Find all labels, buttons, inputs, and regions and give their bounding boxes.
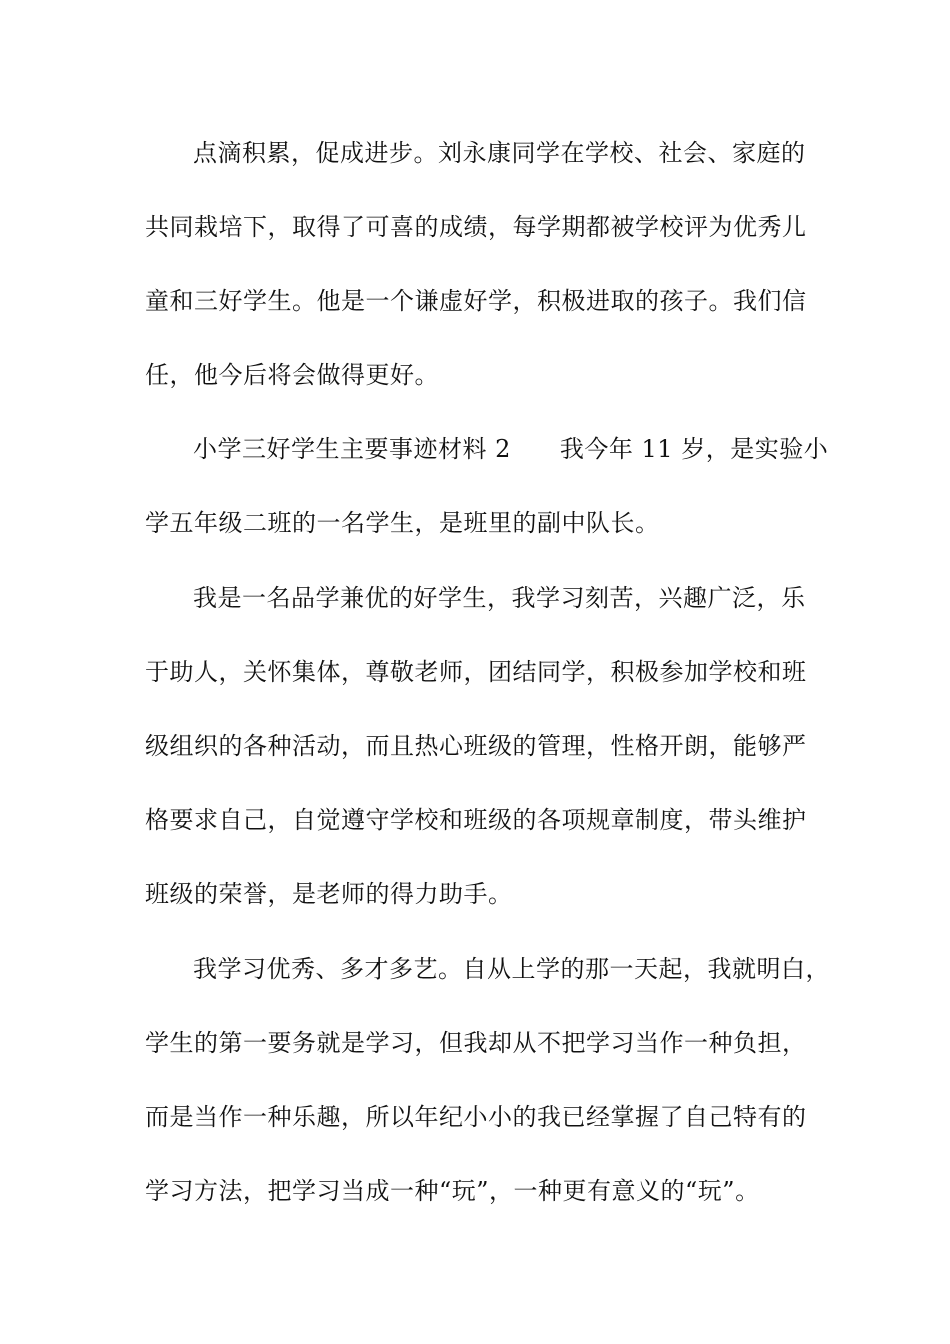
text-line: 我是一名品学兼优的好学生，我学习刻苦，兴趣广泛，乐 bbox=[193, 584, 806, 612]
text-line: 而是当作一种乐趣，所以年纪小小的我已经掌握了自己特有的 bbox=[145, 1103, 807, 1131]
text-line: 点滴积累，促成进步。刘永康同学在学校、社会、家庭的 bbox=[193, 139, 806, 167]
text-line: 学习方法，把学习当成一种“玩”，一种更有意义的“玩”。 bbox=[145, 1177, 760, 1205]
text-line: 于助人，关怀集体，尊敬老师，团结同学，积极参加学校和班 bbox=[145, 658, 807, 686]
text-line: 级组织的各种活动，而且热心班级的管理，性格开朗，能够严 bbox=[145, 732, 807, 760]
text-line: 任，他今后将会做得更好。 bbox=[145, 361, 439, 389]
text-line: 我学习优秀、多才多艺。自从上学的那一天起，我就明白， bbox=[193, 955, 830, 983]
text-line: 格要求自己，自觉遵守学校和班级的各项规章制度，带头维护 bbox=[145, 806, 807, 834]
text-line: 小学三好学生主要事迹材料 2 我今年 11 岁，是实验小 bbox=[193, 435, 829, 463]
text-line: 班级的荣誉，是老师的得力助手。 bbox=[145, 880, 513, 908]
text-line: 童和三好学生。他是一个谦虚好学，积极进取的孩子。我们信 bbox=[145, 287, 807, 315]
text-line: 共同栽培下，取得了可喜的成绩，每学期都被学校评为优秀儿 bbox=[145, 213, 807, 241]
text-line: 学生的第一要务就是学习，但我却从不把学习当作一种负担， bbox=[145, 1029, 807, 1057]
text-line: 学五年级二班的一名学生，是班里的副中队长。 bbox=[145, 509, 660, 537]
